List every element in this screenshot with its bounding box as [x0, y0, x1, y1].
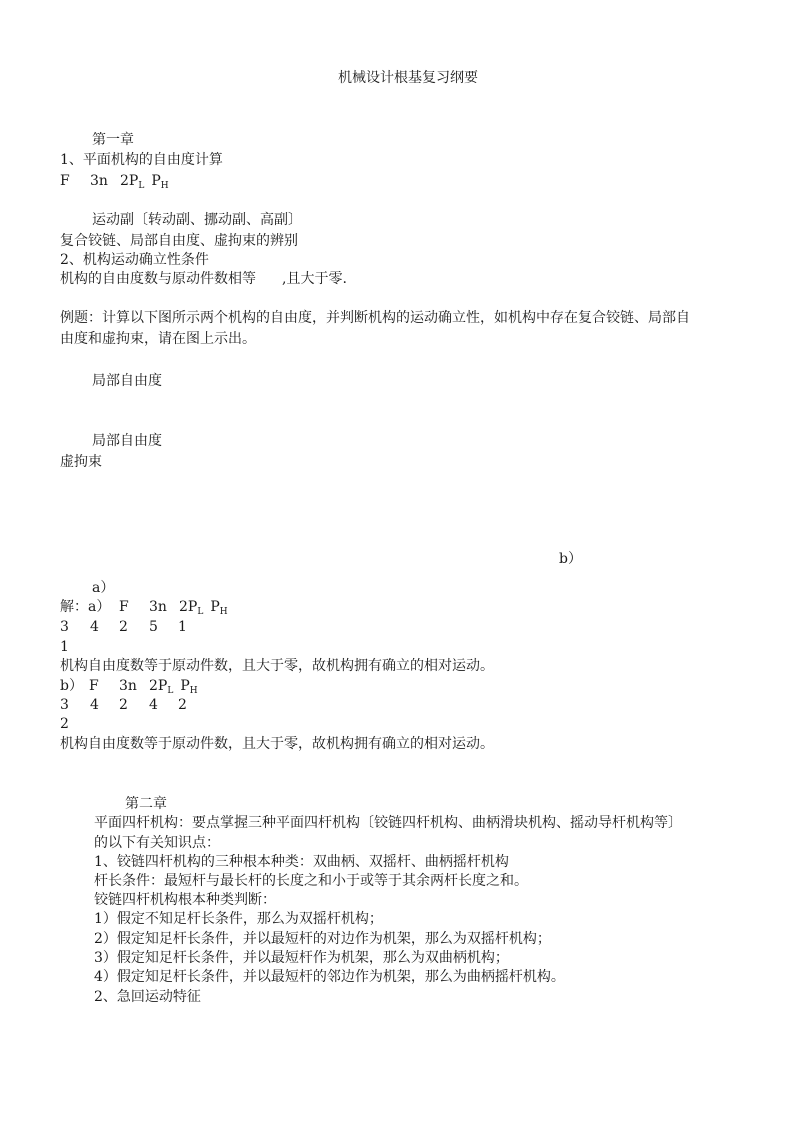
four-bar-types-point: 1、铰链四杆机构的三种根本种类：双曲柄、双摇杆、曲柄摇杆机构	[94, 854, 509, 870]
section-motion-determinacy: 2、机构运动确立性条件	[60, 252, 209, 268]
rule-4: 4）假定知足杆长条件，并以最短杆的邻边作为机架，那么为曲柄摇杆机构。	[94, 969, 565, 985]
solution-b-prefix: b）	[60, 678, 83, 694]
document-title: 机械设计根基复习纲要	[338, 70, 478, 86]
solution-a-values: 3 4 2 5 1	[60, 619, 187, 635]
chapter-2-intro-line-1: 平面四杆机构：要点掌握三种平面四杆机构〔铰链四杆机构、曲柄滑块机构、摇动导杆机构等〕	[94, 815, 682, 831]
solution-a-result: 1	[60, 639, 69, 655]
solution-b-result: 2	[60, 716, 69, 732]
chapter-2-heading: 第二章	[125, 796, 167, 812]
figure-b-caption: b）	[559, 551, 582, 567]
condition-text: 机构的自由度数与原动件数相等 ,且大于零.	[60, 271, 347, 287]
chapter-2-intro-line-2: 的以下有关知识点：	[94, 835, 220, 851]
chapter-1-heading: 第一章	[92, 132, 134, 148]
rule-2: 2）假定知足杆长条件，并以最短杆的对边作为机架，那么为双摇杆机构；	[94, 931, 551, 947]
type-judgment-heading: 铰链四杆机构根本种类判断：	[94, 892, 276, 908]
kinematic-pairs-text: 运动副〔转动副、挪动副、高副〕	[92, 212, 302, 228]
figure-label-local-dof-1: 局部自由度	[92, 373, 162, 389]
rule-3: 3）假定知足杆长条件，并以最短杆作为机架，那么为双曲柄机构；	[94, 950, 509, 966]
formula-ph: PH	[151, 173, 169, 191]
formula-2pl: 2PL	[120, 173, 145, 191]
solution-b-conclusion: 机构自由度数等于原动件数，且大于零，故机构拥有确立的相对运动。	[60, 736, 494, 752]
formula-f: F	[60, 173, 70, 189]
grashof-condition-text: 杆长条件：最短杆与最长杆的长度之和小于或等于其余两杆长度之和。	[94, 873, 528, 889]
quick-return-heading: 2、急回运动特征	[94, 989, 201, 1005]
figure-a-caption: a）	[92, 580, 115, 596]
solution-b-values: 3 4 2 4 2	[60, 697, 187, 713]
solution-a-conclusion: 机构自由度数等于原动件数，且大于零，故机构拥有确立的相对运动。	[60, 658, 494, 674]
example-line-2: 由度和虚拘束，请在图上示出。	[60, 331, 256, 347]
solution-a-formula: 解：a） F 3n 2PL PH	[60, 599, 228, 617]
rule-1: 1）假定不知足杆长条件，那么为双摇杆机构；	[94, 911, 383, 927]
dof-formula	[60, 172, 169, 192]
figure-label-redundant-constraint: 虚拘束	[60, 454, 102, 470]
formula-3n: 3n	[90, 173, 108, 189]
identify-constraints-text: 复合铰链、局部自由度、虚拘束的辨别	[60, 233, 298, 249]
solution-b-formula: b） F 3n 2PL PH	[60, 678, 198, 696]
figure-label-local-dof-2: 局部自由度	[92, 433, 162, 449]
example-line-1: 例题：计算以下图所示两个机构的自由度，并判断机构的运动确立性，如机构中存在复合铰链、局部自	[60, 310, 690, 326]
solution-a-prefix: 解：a）	[60, 599, 111, 615]
section-dof-calculation: 1、平面机构的自由度计算	[60, 152, 223, 168]
